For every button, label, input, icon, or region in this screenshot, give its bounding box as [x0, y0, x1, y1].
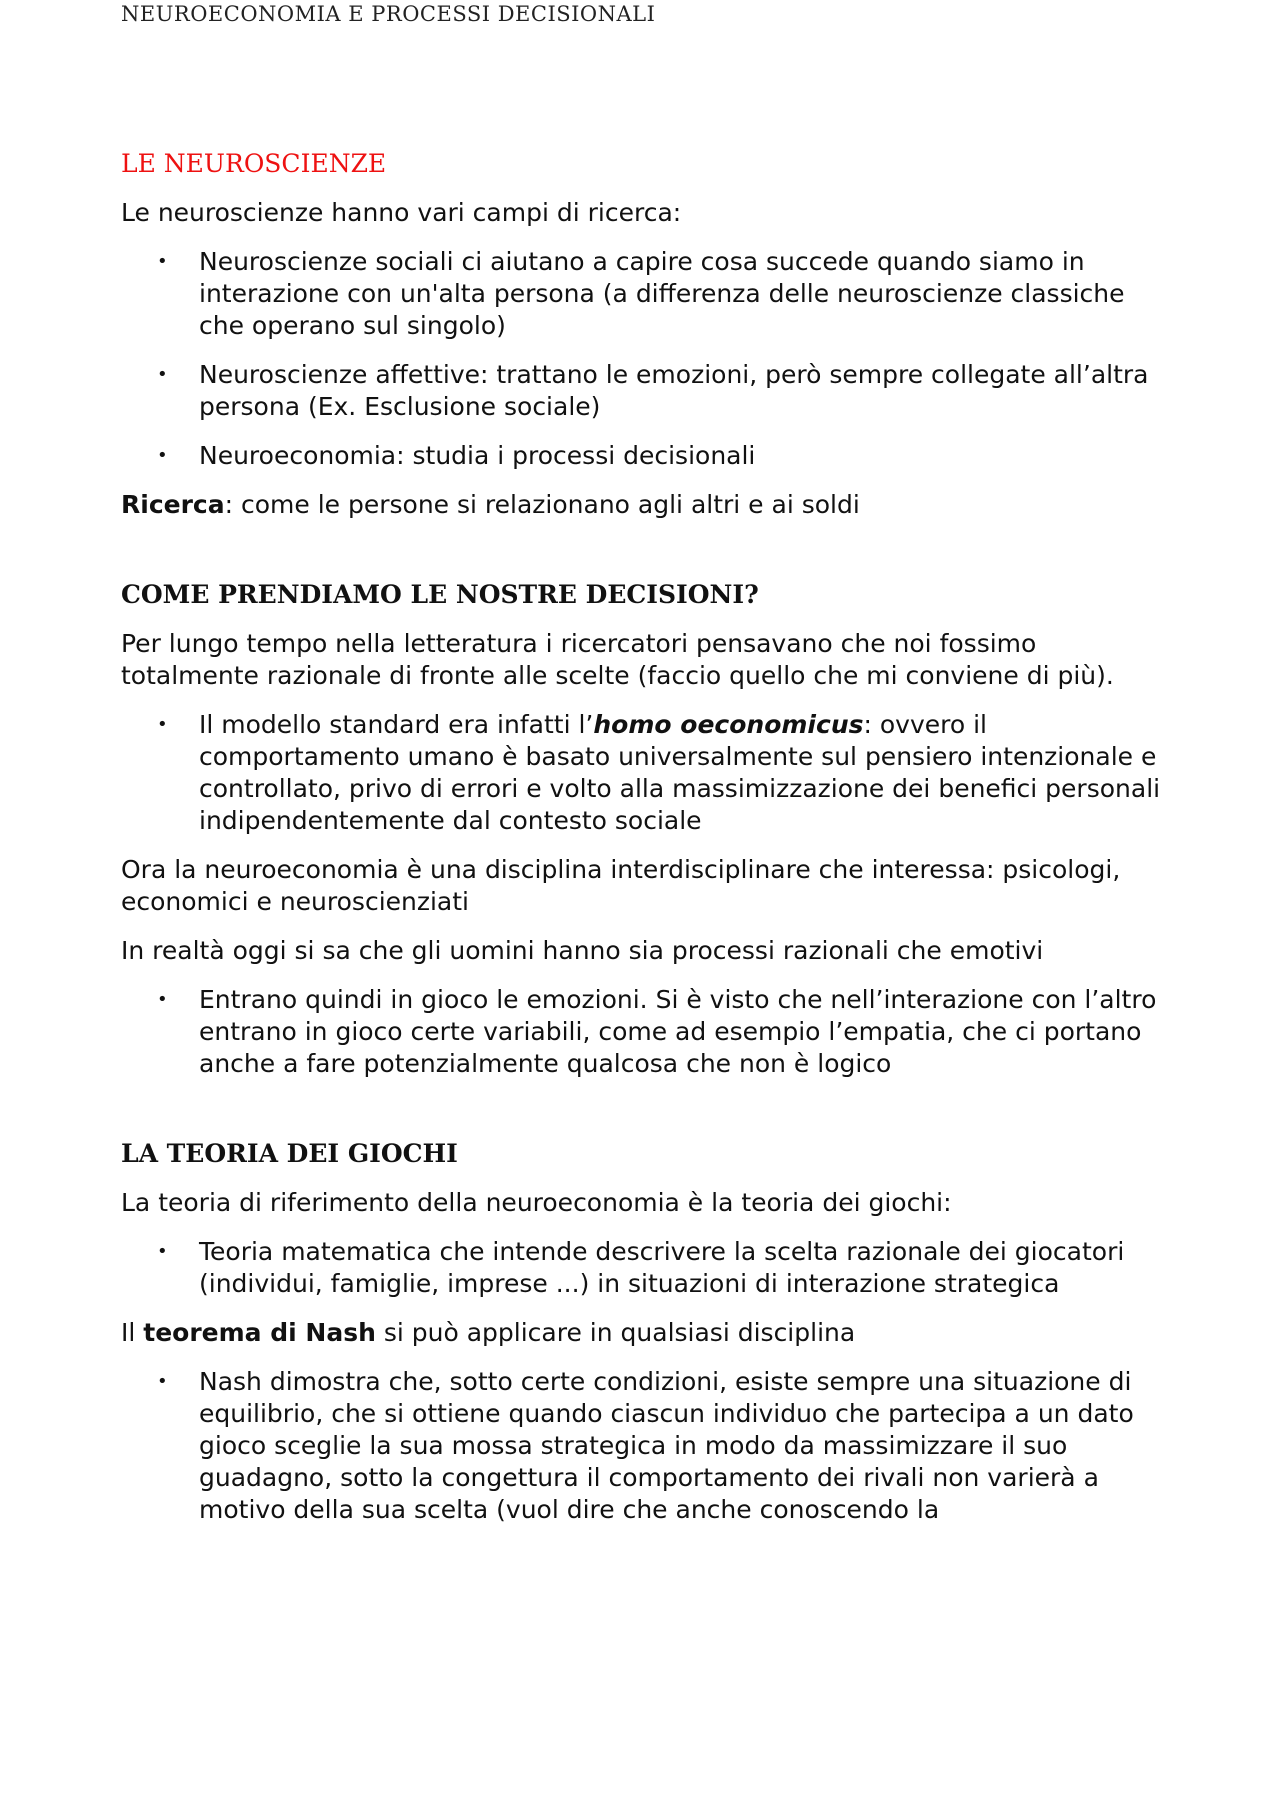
section-heading: COME PRENDIAMO LE NOSTRE DECISIONI?	[121, 580, 759, 609]
section-teoria-giochi	[121, 1138, 1161, 1526]
list-item: • Neuroscienze affettive: trattano le emozioni, però sempre collegate all’altra persona (Ex. Esclusione sociale)	[157, 360, 1149, 421]
bullet-icon: •	[157, 714, 168, 735]
section-neuroscienze	[121, 148, 1161, 521]
bullet-list	[121, 246, 1161, 472]
bullet-icon: •	[157, 251, 168, 272]
document-body	[121, 148, 1161, 1543]
paragraph: In realtà oggi si sa che gli uomini hanno sia processi razionali che emotivi	[121, 936, 1044, 965]
paragraph-ricerca: Ricerca: come le persone si relazionano agli altri e ai soldi	[121, 490, 860, 519]
paragraph: Le neuroscienze hanno vari campi di ricerca:	[121, 198, 682, 227]
running-header: NEUROECONOMIA E PROCESSI DECISIONALI	[121, 2, 656, 26]
bold-term: teorema di Nash	[143, 1318, 376, 1347]
bullet-icon: •	[157, 1371, 168, 1392]
bullet-icon: •	[157, 1241, 168, 1262]
list-item: • Neuroscienze sociali ci aiutano a capire cosa succede quando siamo in interazione con un'alta persona (a differenza delle neuroscienze classiche che operano sul singolo)	[157, 247, 1125, 340]
paragraph: Per lungo tempo nella letteratura i ricercatori pensavano che noi fossimo totalmente razionale di fronte alle scelte (faccio quello che mi conviene di più).	[121, 629, 1114, 690]
list-item: • Teoria matematica che intende descrivere la scelta razionale dei giocatori (individui, famiglie, imprese ...) in situazioni di interazione strategica	[157, 1237, 1125, 1298]
bullet-icon: •	[157, 445, 168, 466]
list-item: • Neuroeconomia: studia i processi decisionali	[157, 441, 756, 470]
bullet-list	[121, 709, 1161, 837]
bold-term: Ricerca	[121, 490, 225, 519]
list-item: • Nash dimostra che, sotto certe condizioni, esiste sempre una situazione di equilibrio, che si ottiene quando ciascun individuo che partecipa a un dato gioco sceglie la sua mossa strategica in modo da massimizzare il suo guadagno, sotto la congettura il comportamento dei rivali non varierà a motivo della sua scelta (vuol dire che anche conoscendo la	[157, 1367, 1134, 1524]
paragraph: La teoria di riferimento della neuroeconomia è la teoria dei giochi:	[121, 1188, 952, 1217]
bullet-list	[121, 1366, 1161, 1526]
list-item: • Entrano quindi in gioco le emozioni. Si è visto che nell’interazione con l’altro entrano in gioco certe variabili, come ad esempio l’empatia, che ci portano anche a fare potenzialmente qualcosa che non è logico	[157, 985, 1157, 1078]
paragraph: Ora la neuroeconomia è una disciplina interdisciplinare che interessa: psicologi, economici e neuroscienziati	[121, 855, 1121, 916]
emphasis-term: homo oeconomicus	[593, 710, 864, 739]
section-heading: LA TEORIA DEI GIOCHI	[121, 1139, 458, 1168]
list-item: • Il modello standard era infatti l’homo oeconomicus: ovvero il comportamento umano è basato universalmente sul pensiero intenzionale e controllato, privo di errori e volto alla massimizzazione dei benefici personali indipendentemente dal contesto sociale	[157, 710, 1161, 835]
bullet-list	[121, 1236, 1161, 1300]
bullet-list	[121, 984, 1161, 1080]
paragraph-nash: Il teorema di Nash si può applicare in qualsiasi disciplina	[121, 1318, 856, 1347]
section-heading: LE NEUROSCIENZE	[121, 149, 387, 178]
bullet-icon: •	[157, 364, 168, 385]
section-decisioni	[121, 579, 1161, 1080]
bullet-icon: •	[157, 989, 168, 1010]
